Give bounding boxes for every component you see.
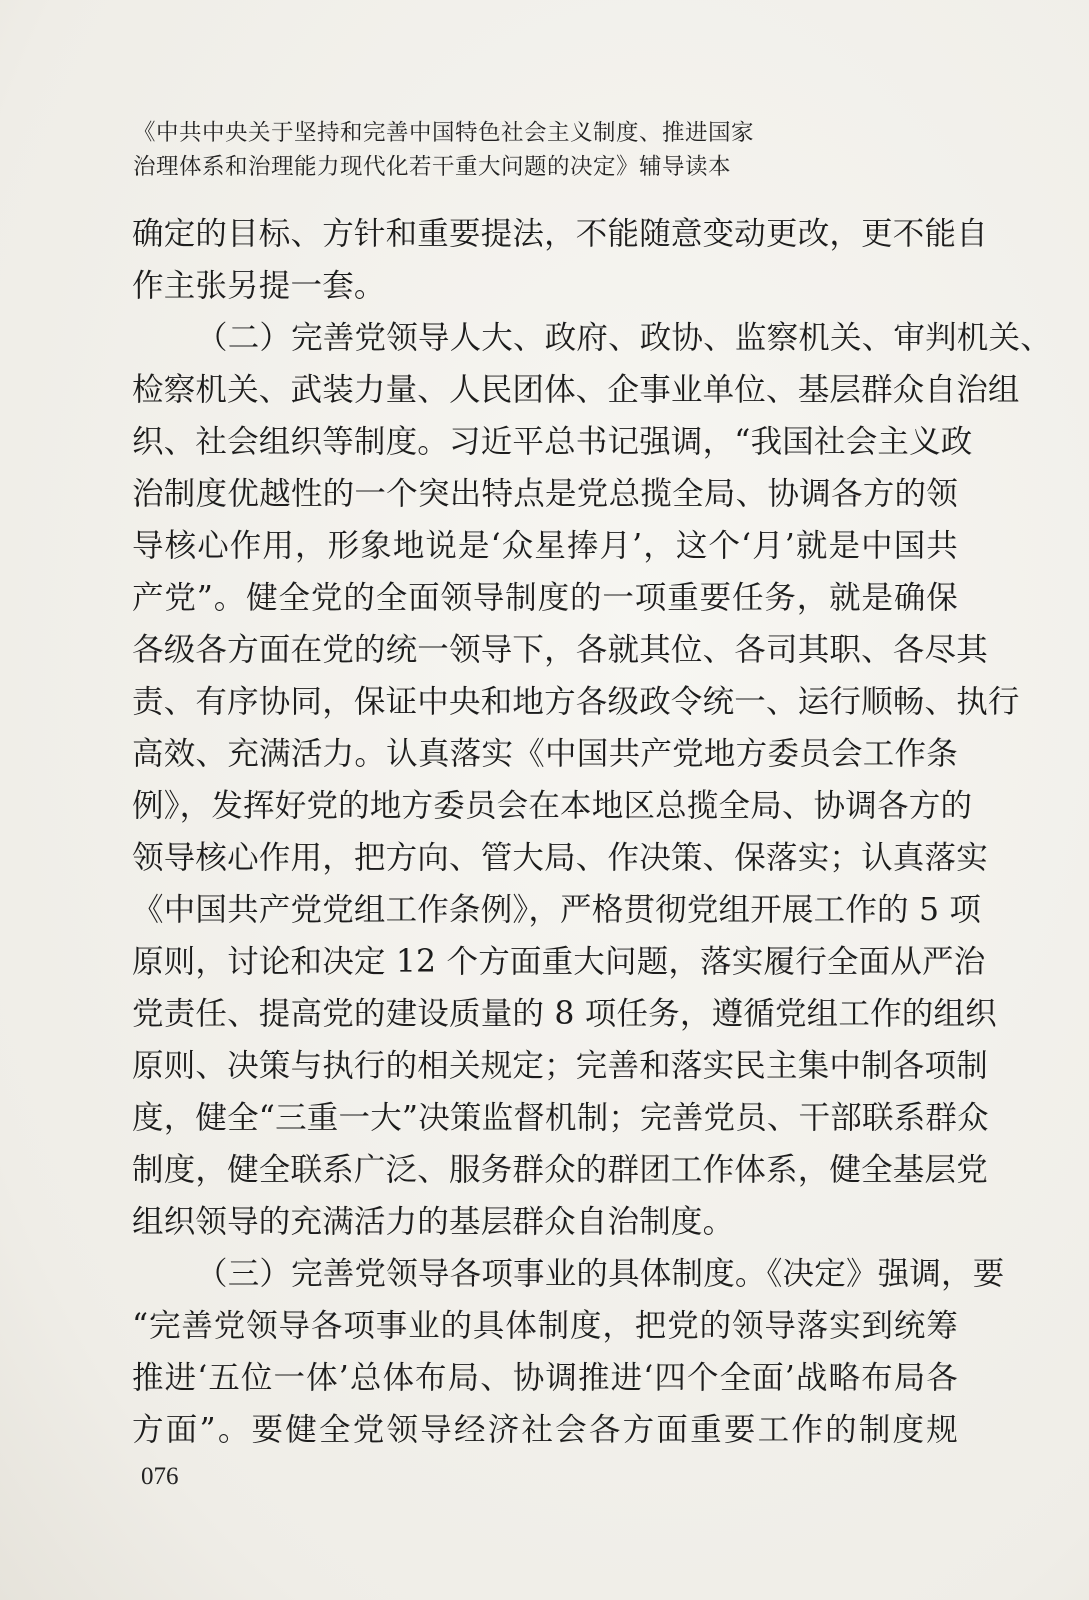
text-line: 方面”。要健全党领导经济社会各方面重要工作的制度规 <box>132 1412 958 1448</box>
header-line-1: 《中共中央关于坚持和完善中国特色社会主义制度、推进国家 <box>133 120 755 146</box>
text-line: 高效、充满活力。认真落实《中国共产党地方委员会工作条 <box>132 736 958 772</box>
text-line: 制度，健全联系广泛、服务群众的群团工作体系，健全基层党 <box>132 1152 988 1188</box>
page-number: 076 <box>141 1463 179 1490</box>
text-line: 确定的目标、方针和重要提法，不能随意变动更改，更不能自 <box>132 216 988 252</box>
text-line: 度，健全“三重一大”决策监督机制；完善党员、干部联系群众 <box>132 1100 989 1136</box>
text-line: 例》，发挥好党的地方委员会在本地区总揽全局、协调各方的 <box>132 788 973 824</box>
text-line: 党责任、提高党的建设质量的 8 项任务，遵循党组工作的组织 <box>132 996 997 1032</box>
text-line: 各级各方面在党的统一领导下，各就其位、各司其职、各尽其 <box>132 632 988 668</box>
body-text <box>132 208 1052 1456</box>
text-line: 推进‘五位一体’总体布局、协调推进‘四个全面’战略布局各 <box>132 1360 958 1396</box>
text-line: 作主张另提一套。 <box>132 268 386 304</box>
text-line: 织、社会组织等制度。习近平总书记强调，“我国社会主义政 <box>132 424 973 460</box>
text-line: 原则，讨论和决定 12 个方面重大问题，落实履行全面从严治 <box>132 944 986 980</box>
running-header <box>133 116 953 184</box>
text-line: 治制度优越性的一个突出特点是党总揽全局、协调各方的领 <box>132 476 958 512</box>
text-line: 组织领导的充满活力的基层群众自治制度。 <box>132 1204 735 1240</box>
paragraph-heading-line: （二）完善党领导人大、政府、政协、监察机关、审判机关、 <box>196 320 1052 356</box>
text-line: 导核心作用，形象地说是‘众星捧月’，这个‘月’就是中国共 <box>132 528 958 564</box>
text-line: 原则、决策与执行的相关规定；完善和落实民主集中制各项制 <box>132 1048 988 1084</box>
header-line-2: 治理体系和治理能力现代化若干重大问题的决定》辅导读本 <box>133 154 732 180</box>
paragraph-heading-line: （三）完善党领导各项事业的具体制度。《决定》强调，要 <box>196 1256 1005 1292</box>
text-line: 产党”。健全党的全面领导制度的一项重要任务，就是确保 <box>132 580 958 616</box>
text-line: 《中国共产党党组工作条例》，严格贯彻党组开展工作的 5 项 <box>132 892 982 928</box>
text-line: “完善党领导各项事业的具体制度，把党的领导落实到统筹 <box>132 1308 958 1344</box>
text-line: 领导核心作用，把方向、管大局、作决策、保落实；认真落实 <box>132 840 988 876</box>
text-line: 检察机关、武装力量、人民团体、企事业单位、基层群众自治组 <box>132 372 1020 408</box>
text-line: 责、有序协同，保证中央和地方各级政令统一、运行顺畅、执行 <box>132 684 1020 720</box>
